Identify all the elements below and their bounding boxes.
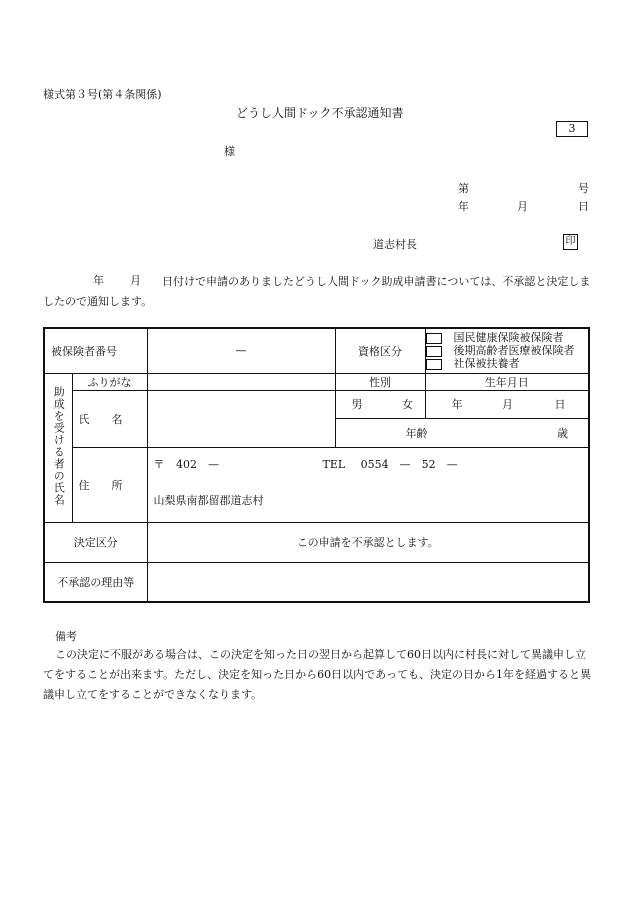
furigana-label: ふりがな [72,373,147,390]
male-label: 男 [351,398,363,411]
intro-month: 月 [130,274,141,287]
date-month: 月 [517,200,528,213]
date-day: 日 [578,200,589,213]
qualification-label: 資格区分 [335,328,425,373]
tel-number: 0554 — 52 — [360,457,458,471]
sex-field[interactable] [335,390,425,418]
document-code-box: 3 [556,121,588,137]
qualification-option[interactable]: 後期高齢者医療被保険者 [426,344,583,357]
address-text: 山梨県南都留郡道志村 [153,493,264,507]
birthdate-field[interactable] [425,390,589,418]
address-label: 住 所 [72,447,147,522]
reason-field[interactable] [147,562,589,602]
addressee-suffix: 様 [224,145,235,158]
tel-label: TEL [322,457,346,471]
sex-label: 性別 [335,373,425,390]
document-title: どうし人間ドック不承認通知書 [236,106,404,120]
form-number: 様式第３号(第４条関係) [43,88,162,101]
name-label: 氏 名 [72,390,147,447]
checkbox-icon[interactable] [426,333,442,344]
age-field[interactable] [335,418,589,447]
seal-mark: 印 [563,234,578,250]
female-label: 女 [402,398,413,411]
address-field[interactable] [147,447,589,522]
birth-year-label: 年 [451,398,463,411]
age-unit: 歳 [557,426,568,440]
reason-label: 不承認の理由等 [44,562,147,602]
qualification-option[interactable]: 国民健康保険被保険者 [426,331,583,344]
insured-number-label: 被保険者番号 [44,328,147,373]
checkbox-icon[interactable] [426,346,442,357]
qualification-options [425,328,589,373]
birthdate-label: 生年月日 [425,373,589,390]
application-table [43,327,590,603]
remarks-heading: 備考 [55,630,77,643]
date-year: 年 [458,200,469,213]
postal-mark: 〒 [153,457,165,471]
number-suffix: 号 [578,182,589,195]
decision-label: 決定区分 [44,522,147,562]
birth-day-label: 日 [554,398,566,411]
checkbox-icon[interactable] [426,359,442,370]
decision-value: この申請を不承認とします。 [147,522,589,562]
postal-code: 402 — [176,457,219,471]
number-prefix: 第 [458,182,469,195]
qualification-option[interactable]: 社保被扶養者 [426,357,583,370]
furigana-field[interactable] [147,373,335,390]
name-field[interactable] [147,390,335,447]
intro-text: 日付けで申請のありましたどうし人間ドック助成申請書については、不承認と決定しましたので通知します。 [43,275,591,308]
intro-year: 年 [93,274,104,287]
age-label: 年齢 [405,426,428,440]
remarks-text: この決定に不服がある場合は、この決定を知った日の翌日から起算して60日以内に村長に対して異議申し立てをすることが出来ます。ただし、決定を知った日から60日以内であっても、決定の日から1年を経過すると異議申し立てをすることができなくなります。 [43,648,592,701]
issuer-name: 道志村長 [373,238,417,251]
recipient-vertical-label: 助成を受ける者の氏名 [44,373,72,522]
insured-number-value: — [147,328,335,373]
birth-month-label: 月 [502,398,513,411]
